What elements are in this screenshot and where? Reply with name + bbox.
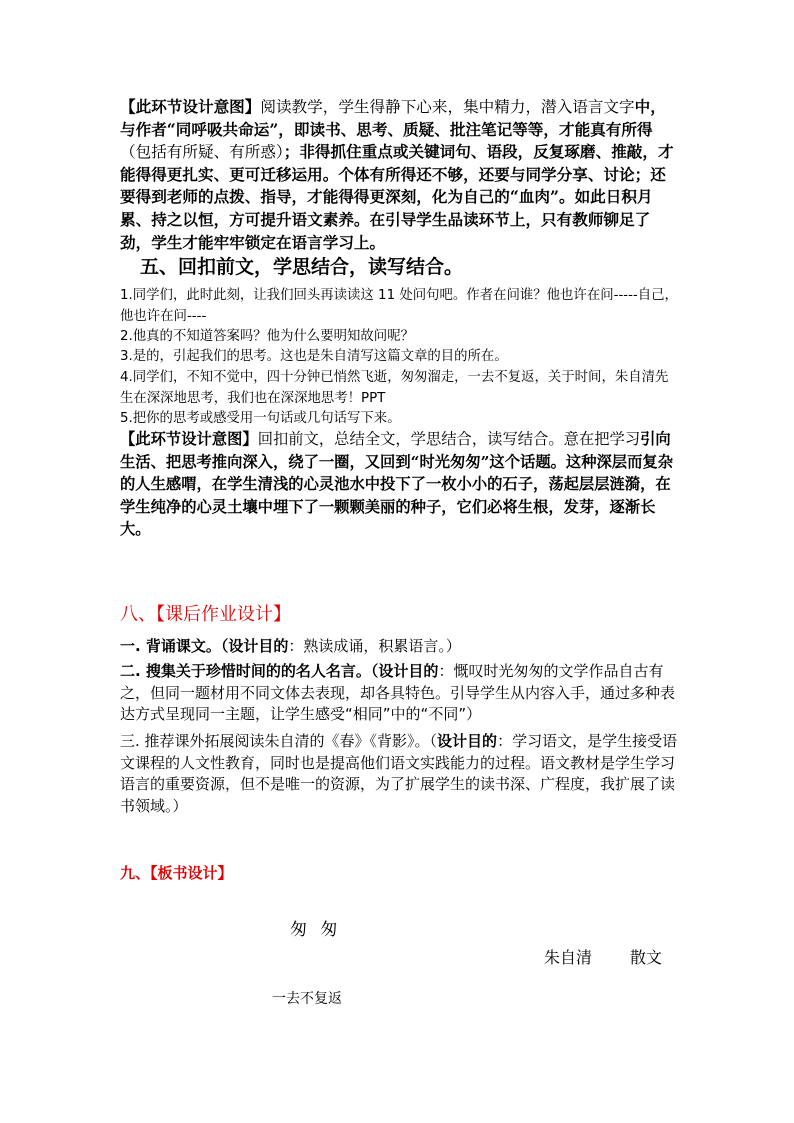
hw1-rest: ：熟读成诵，积累语言。） [288, 637, 461, 655]
hw1-bold: 一. 背诵课文。（设计目的 [120, 637, 289, 655]
design-text-a: 阅读教学，学生得静下心来，集中精力，潜入语言文字 [260, 98, 635, 116]
section-5-heading: 五、回扣前文，学思结合，读写结合。 [140, 256, 464, 278]
question-1: 1.同学们，此时此刻，让我们回头再读读这 11 处问句吧。作者在问谁？他也许在问-----自己，他也许在问---- [120, 288, 678, 324]
board-title: 匆 匆 [290, 920, 342, 940]
homework-item-1 [120, 636, 680, 658]
board-author: 朱自清 [544, 948, 593, 967]
hw2-rest: ：慨叹时光匆匆的文学作品自古有之，但同一题材用不同文体去表现，却各具特色。引导学生从内容入手，通过多种表达方式呈现同一主题，让学生感受“相同”中的“不同”） [120, 662, 676, 723]
board-genre: 散文 [630, 948, 663, 967]
design-intent-tag: 【此环节设计意图】 [120, 97, 261, 116]
design-intent-paragraph-2 [120, 428, 680, 541]
design-intent-paragraph-1 [120, 96, 680, 254]
design2-text-b: 引向生活、把思考推向深入，绕了一圈，又回到“时光匆匆”这个话题。这种深层而复杂的人生感喟，在学生清浅的心灵池水中投下了一枚小小的石子，荡起层层涟漪，在学生纯净的心灵土壤中埋下了一颗颗美丽的种子，它们必将生根，发芽，逐渐长大。 [120, 430, 673, 539]
question-5: 5.把你的思考或感受用一句话或几句话写下来。 [120, 411, 401, 426]
design2-text-a: 回扣前文，总结全文，学思结合，读写结合。意在把学习 [257, 430, 641, 448]
section-9-heading: 九、【板书设计】 [120, 864, 233, 882]
board-phrase: 一去不复返 [272, 991, 342, 1007]
question-4: 4.同学们，不知不觉中，四十分钟已悄然飞逝，匆匆溜走，一去不复返，关于时间，朱自清先生在深深地思考，我们也在深深地思考！PPT [120, 370, 669, 406]
design-text-c: （包括有所疑、有所惑） [120, 143, 284, 162]
hw3-bold: 设计目的 [437, 732, 498, 750]
hw2-bold: 二. 搜集关于珍惜时间的的名人名言。（设计目的 [120, 662, 439, 680]
question-3: 3.是的，引起我们的思考。这也是朱自清写这篇文章的目的所在。 [120, 349, 508, 364]
design-text-b: 中，与作者“同呼吸共命运”，即读书、思考、质疑、批注笔记等等，才能真有所得 [120, 97, 666, 139]
homework-item-3 [120, 731, 680, 817]
question-2: 2.他真的不知道答案吗？他为什么要明知故问呢？ [120, 329, 414, 344]
hw3-a: 三. 推荐课外拓展阅读朱自清的《春》《背影》。（ [120, 732, 438, 750]
homework-item-2 [120, 661, 680, 726]
design-intent-tag-2: 【此环节设计意图】 [120, 430, 258, 448]
design-text-d: ；非得抓住重点或关键词句、语段，反复琢磨、推敲，才能得得更扎实、更可迁移运用。个体有所得还不够，还要与同学分享、讨论；还要得到老师的点拨、指导，才能得得更深刻，化为自己的“血肉”。如此日积月累、持之以恒，方可提升语文素养。在引导学生品读环节上，只有教师铆足了劲，学生才能牢牢锁定在语言学习上。 [120, 142, 674, 252]
hw3-rest: ：学习语文，是学生接受语文课程的人文性教育，同时也是提高他们语文实践能力的过程。语文教材是学生学习语言的重要资源，但不是唯一的资源，为了扩展学生的读书深、广程度，我扩展了读书领域。） [120, 732, 678, 815]
section-8-heading: 八、【课后作业设计】 [120, 604, 291, 625]
